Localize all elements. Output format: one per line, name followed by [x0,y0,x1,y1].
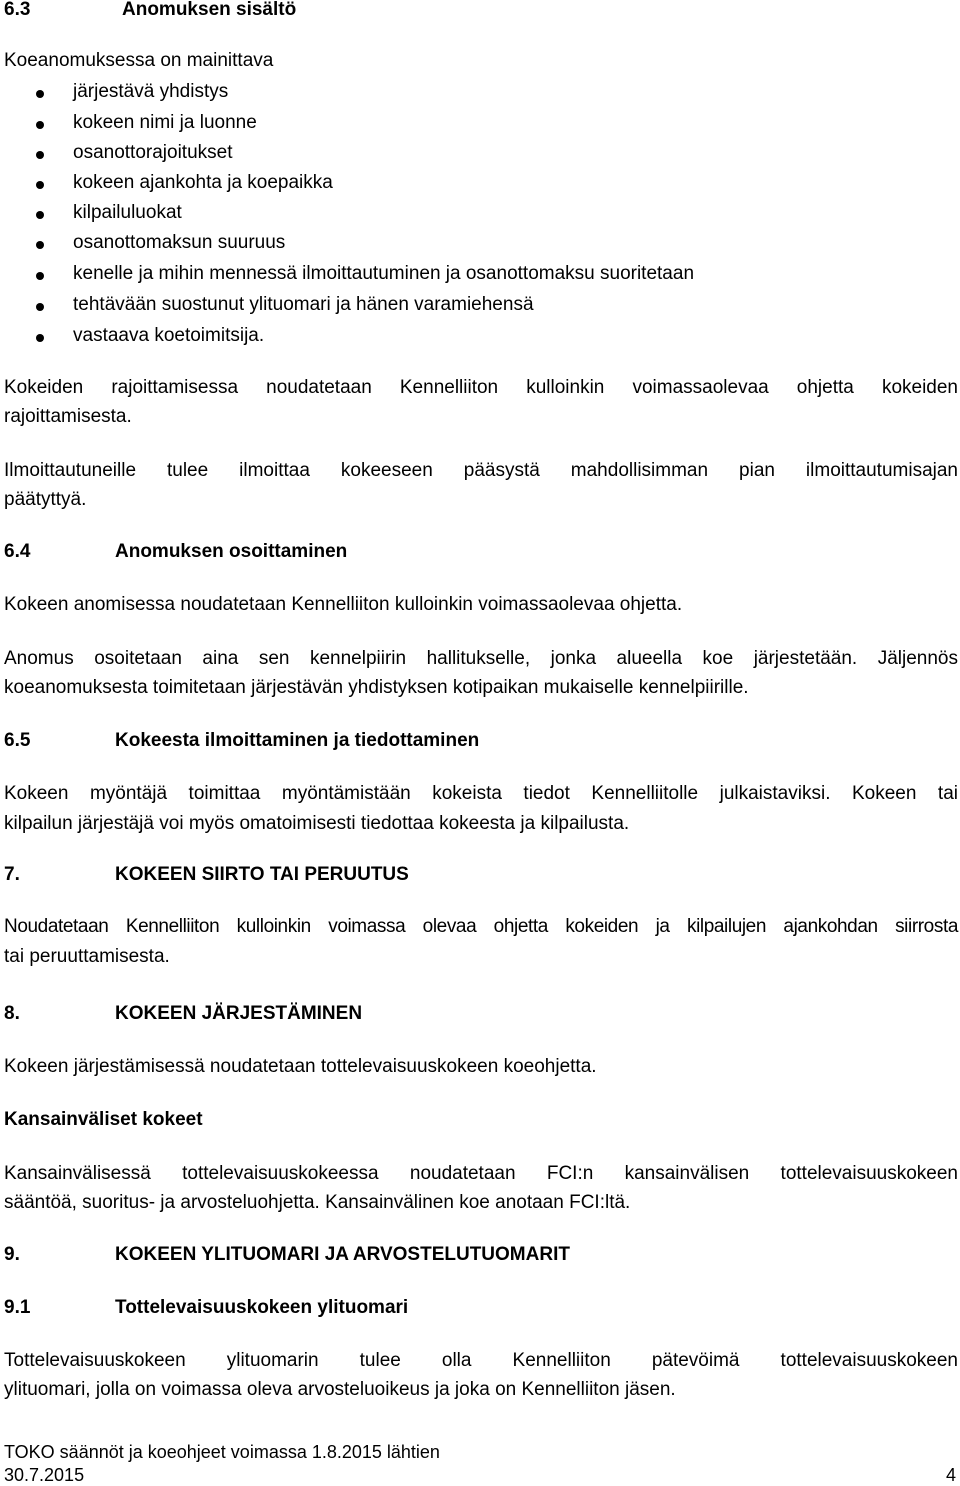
section-title: KOKEEN YLITUOMARI JA ARVOSTELUTUOMARIT [115,1244,570,1265]
section-title: KOKEEN JÄRJESTÄMINEN [115,1003,363,1024]
intro-text: Koeanomuksessa on mainittava [4,50,274,71]
bullet-icon [36,181,44,189]
section-title: Tottelevaisuuskokeen ylituomari [115,1297,409,1318]
section-heading-6-3 [4,0,504,24]
footer-title: TOKO säännöt ja koeohjeet voimassa 1.8.2015 lähtien [4,1442,440,1462]
list-item: kokeen nimi ja luonne [0,109,960,139]
bullet-icon [36,272,44,280]
list-item: osanottomaksun suuruus [0,229,960,259]
list-item: tehtävään suostunut ylituomari ja hänen varamiehensä [0,291,960,321]
bullet-icon [36,303,44,311]
section-heading-9-1 [4,1294,604,1322]
footer-date: 30.7.2015 [4,1465,85,1485]
list-item: kokeen ajankohta ja koepaikka [0,169,960,199]
list-item: kilpailuluokat [0,199,960,229]
section-number: 7. [4,864,20,885]
section-number: 6.4 [4,541,31,562]
section-heading-6-4 [4,538,504,566]
list-item: kenelle ja mihin mennessä ilmoittautuminen ja osanottomaksu suoritetaan [0,260,960,290]
subheading-kansainvaliset: Kansainväliset kokeet [4,1109,203,1130]
section-heading-9 [4,1241,704,1269]
bullet-icon [36,334,44,342]
list-item: järjestävä yhdistys [0,78,960,108]
section-title: Anomuksen osoittaminen [115,541,348,562]
section-heading-7 [4,861,604,889]
section-number: 9.1 [4,1297,31,1318]
section-title: Anomuksen sisältö [122,0,297,20]
list-item: vastaava koetoimitsija. [0,322,960,352]
bullet-icon [36,241,44,249]
paragraph-anomisessa: Kokeen anomisessa noudatetaan Kennelliiton kulloinkin voimassaolevaa ohjetta. [4,594,683,615]
section-heading-6-5 [4,727,604,755]
section-title: KOKEEN SIIRTO TAI PERUUTUS [115,864,409,885]
section-title: Kokeesta ilmoittaminen ja tiedottaminen [115,730,480,751]
bullet-icon [36,211,44,219]
bullet-icon [36,121,44,129]
section-heading-8 [4,1000,604,1028]
section-number: 6.3 [4,0,31,20]
section-number: 9. [4,1244,20,1265]
bullet-icon [36,90,44,98]
bullet-icon [36,151,44,159]
page-number: 4 [945,1465,956,1485]
list-item: osanottorajoitukset [0,139,960,169]
paragraph-jarjestamisessa: Kokeen järjestämisessä noudatetaan tottelevaisuuskokeen koeohjetta. [4,1056,597,1077]
section-number: 6.5 [4,730,31,751]
section-number: 8. [4,1003,20,1024]
